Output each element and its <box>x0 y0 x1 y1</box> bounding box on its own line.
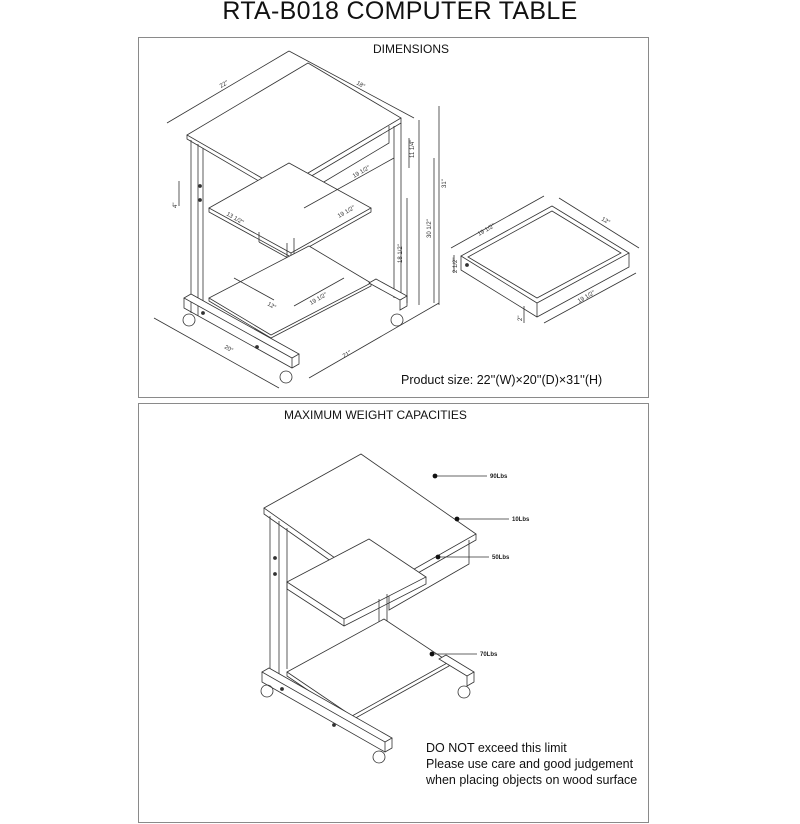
svg-text:18": 18" <box>355 80 366 91</box>
svg-text:2": 2" <box>518 315 524 321</box>
weight-notice <box>426 740 637 788</box>
notice-line-3: when placing objects on wood surface <box>426 773 638 787</box>
svg-text:2 1/2": 2 1/2" <box>453 257 459 273</box>
svg-text:19 1/2": 19 1/2" <box>337 205 357 220</box>
svg-text:20": 20" <box>223 344 234 355</box>
notice-line-1: DO NOT exceed this limit <box>426 741 567 755</box>
svg-text:19 1/2": 19 1/2" <box>309 292 329 307</box>
page-title: RTA-B018 COMPUTER TABLE <box>222 0 578 25</box>
weight-points <box>430 474 460 657</box>
dimensions-panel <box>138 37 649 398</box>
svg-text:31": 31" <box>442 179 448 188</box>
table-dimension-drawing <box>139 38 650 399</box>
weight-capacities-heading: MAXIMUM WEIGHT CAPACITIES <box>284 408 467 422</box>
svg-text:18 1/2": 18 1/2" <box>398 244 404 263</box>
svg-text:12": 12" <box>600 216 611 227</box>
notice-line-2: Please use care and good judgement <box>426 757 634 771</box>
svg-text:30 1/2": 30 1/2" <box>427 219 433 238</box>
svg-text:13 1/2": 13 1/2" <box>225 211 245 227</box>
svg-text:19 1/2": 19 1/2" <box>477 223 497 238</box>
svg-text:11 1/4": 11 1/4" <box>410 139 416 158</box>
dimensions-heading: DIMENSIONS <box>373 42 450 56</box>
svg-text:21": 21" <box>342 350 353 360</box>
svg-text:19 1/2": 19 1/2" <box>577 290 597 305</box>
svg-text:12": 12" <box>266 301 277 312</box>
weight-label-drawer: 10Lbs <box>512 517 530 523</box>
svg-text:19 1/2": 19 1/2" <box>352 165 372 180</box>
product-size-label: Product size: 22''(W)×20''(D)×31''(H) <box>401 373 603 387</box>
svg-text:22": 22" <box>219 80 230 90</box>
weight-label-top: 90Lbs <box>490 474 508 480</box>
weight-capacities-panel <box>138 403 649 823</box>
weight-label-bottom-shelf: 70Lbs <box>480 652 498 658</box>
svg-text:4": 4" <box>173 202 179 208</box>
weight-label-keyboard-shelf: 50Lbs <box>492 555 510 561</box>
drawer-drawing <box>451 196 639 323</box>
